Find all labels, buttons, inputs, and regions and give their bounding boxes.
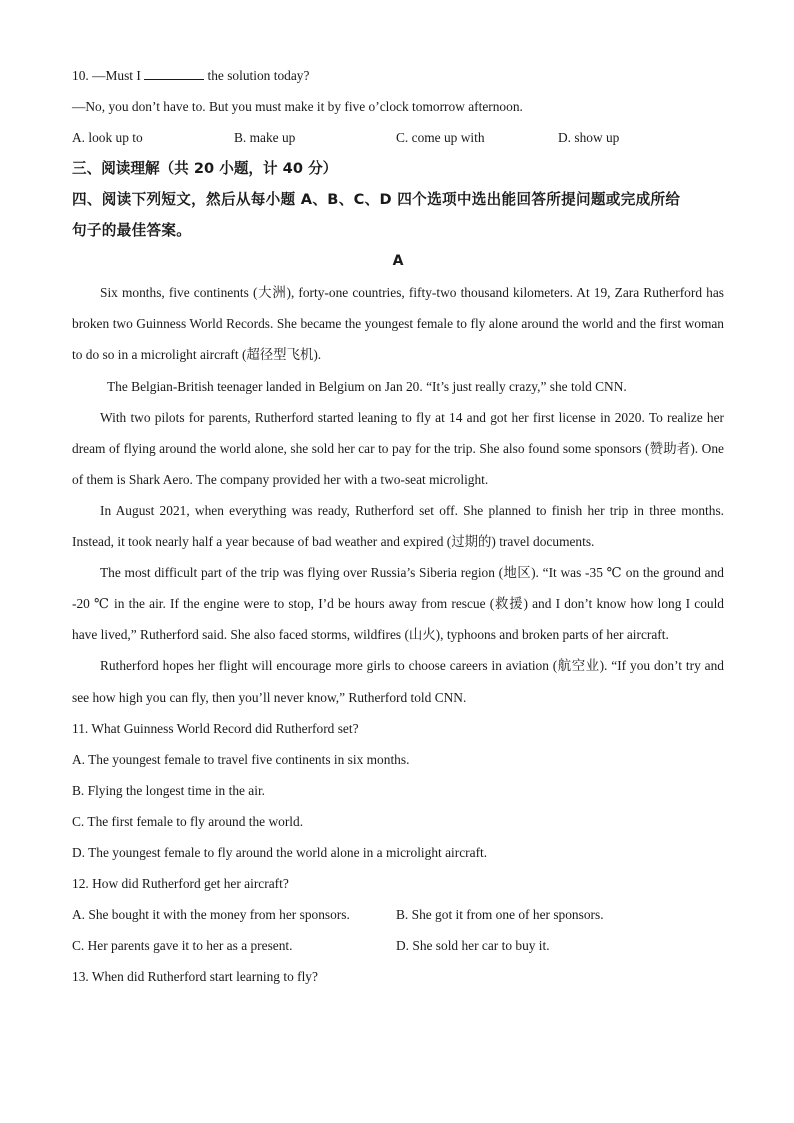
question-13-stem: 13. When did Rutherford start learning to fly?	[72, 969, 318, 985]
question-10-stem	[72, 60, 724, 91]
question-10-options	[72, 122, 724, 153]
section-4-heading-line-1: 四、阅读下列短文，然后从每小题 A、B、C、D 四个选项中选出能回答所提问题或完成所给	[72, 191, 681, 209]
question-12-options-row-1	[72, 899, 724, 930]
q10-option-a: A. look up to	[72, 130, 143, 146]
passage-title: A	[392, 253, 404, 270]
passage-paragraph-6: Rutherford hopes her flight will encourage more girls to choose careers in aviation (航空业). “If you don’t try and see how high you can fly, then you’ll never know,” Rutherford told CNN.	[72, 658, 724, 705]
passage-paragraph-2: The Belgian-British teenager landed in Belgium on Jan 20. “It’s just really crazy,” she told CNN.	[107, 378, 627, 394]
question-12-stem: 12. How did Rutherford get her aircraft?	[72, 876, 289, 892]
passage-paragraph-3: With two pilots for parents, Rutherford started leaning to fly at 14 and got her first license in 2020. To realize her dream of flying around the world alone, she sold her car to pay for the trip. She also found some sponsors (赞助者). One of them is Shark Aero. The company provided her with a two-seat microlight.	[72, 409, 724, 487]
passage-paragraph-5: The most difficult part of the trip was flying over Russia’s Siberia region (地区). “It was -35 ℃ on the ground and -20 ℃ in the air. If the engine were to stop, I’d be hours away from rescue (救援) and I don’t know how long I could have lived,” Rutherford said. She also faced storms, wildfires (山火), typhoons and broken parts of her aircraft.	[72, 565, 724, 643]
q12-option-c: C. Her parents gave it to her as a present.	[72, 938, 293, 954]
q11-option-a: A. The youngest female to travel five continents in six months.	[72, 751, 410, 767]
q11-option-d: D. The youngest female to fly around the world alone in a microlight aircraft.	[72, 844, 488, 860]
section-4-heading-line-2: 句子的最佳答案。	[72, 222, 192, 240]
answer-blank	[144, 66, 204, 80]
q10-stem-start: 10. —Must I	[72, 68, 145, 83]
q12-option-b: B. She got it from one of her sponsors.	[396, 907, 604, 923]
passage-paragraph-4: In August 2021, when everything was ready, Rutherford set off. She planned to finish her trip in three months. Instead, it took nearly half a year because of bad weather and expired (过期的) travel documents.	[72, 502, 724, 550]
question-12-options-row-2	[72, 930, 724, 961]
passage-paragraph-1: Six months, five continents (大洲), forty-one countries, fifty-two thousand kilometers. At 19, Zara Rutherford has broken two Guinness World Records. She became the youngest female to fly alone around the world and the first woman to do so in a microlight aircraft (超径型飞机).	[72, 285, 724, 363]
q11-option-b: B. Flying the longest time in the air.	[72, 782, 266, 798]
q10-option-c: C. come up with	[396, 130, 485, 146]
q10-option-d: D. show up	[558, 130, 620, 146]
exam-page	[72, 60, 724, 992]
q12-option-a: A. She bought it with the money from her sponsors.	[72, 907, 350, 923]
q10-stem-end: the solution today?	[204, 68, 310, 83]
section-3-heading: 三、阅读理解（共 20 小题，计 40 分）	[72, 160, 338, 178]
question-10-reply: —No, you don’t have to. But you must make it by five o’clock tomorrow afternoon.	[72, 99, 523, 115]
q12-option-d: D. She sold her car to buy it.	[396, 938, 550, 954]
q10-option-b: B. make up	[234, 130, 296, 146]
question-11-stem: 11. What Guinness World Record did Rutherford set?	[72, 720, 359, 736]
q11-option-c: C. The first female to fly around the world.	[72, 813, 304, 829]
